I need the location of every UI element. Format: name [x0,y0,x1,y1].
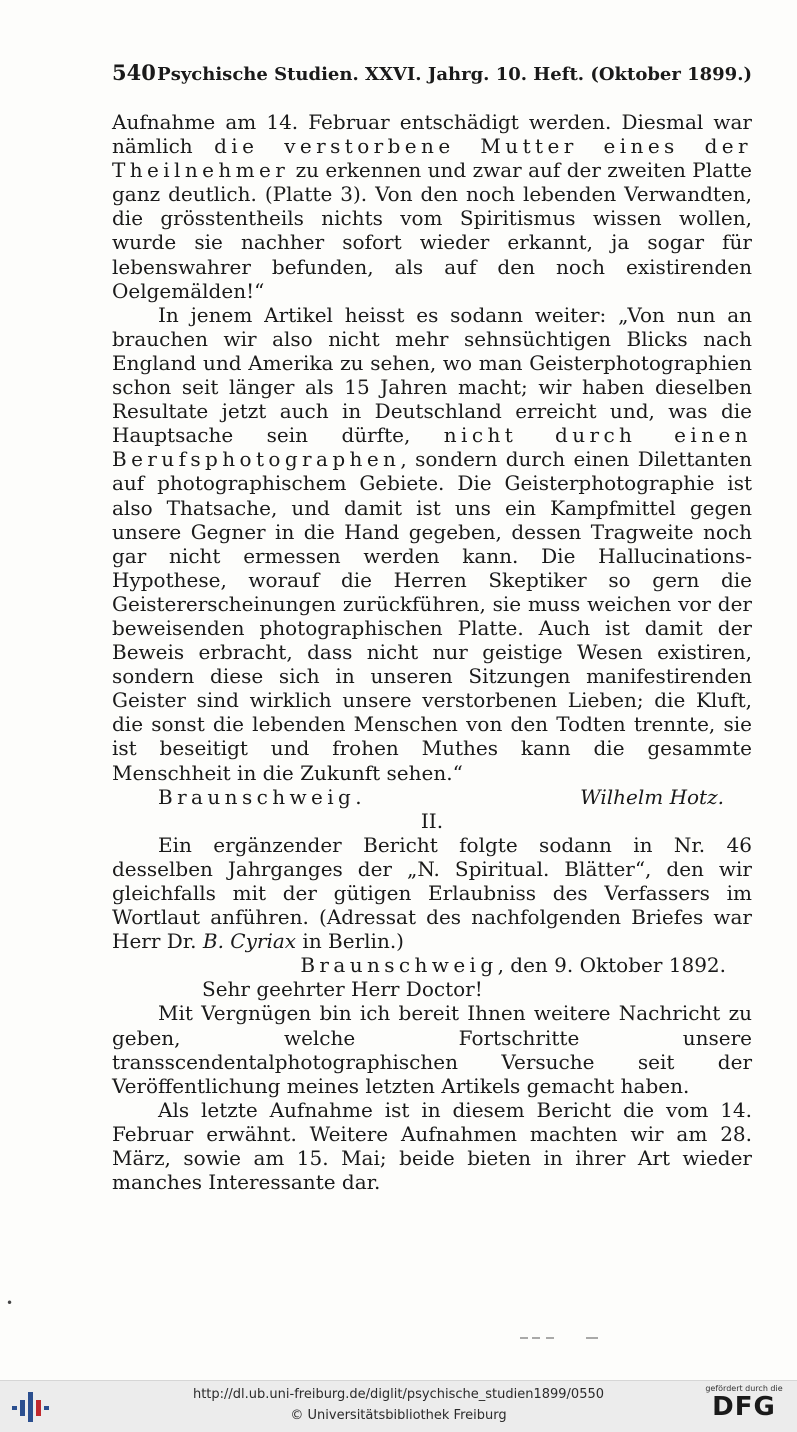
spaced-emphasis-2: nicht durch einen Berufsphotographen [112,423,752,472]
paragraph-3 [112,833,752,953]
paragraph-1-text-c: zu erkennen und zwar auf der zweiten Platte ganz deutlich. (Platte 3). Von den noch lebenden Verwandten, die grösstentheils nichts vom Spiritismus wissen wollen, wurde sie nachher sofort wieder erkannt, ja sogar für lebenswahrer befunden, als auf den noch existirenden Oelgemälden!“ [112,158,752,303]
paragraph-2-text-c: , sondern durch einen Dilettanten auf photographischem Gebiete. Die Geisterphotographie ist also Thatsache, und damit ist uns ein Kampfmittel gegen unsere Gegner in die Hand gegeben, dessen Tragweite noch gar nicht ermessen werden kann. Die Hallucinations-Hypothese, worauf die Herren Skeptiker so gern die Geistererscheinungen zurückführen, sie muss weichen vor der beweisenden photographischen Platte. Auch ist damit der Beweis erbracht, dass nicht nur geistige Wesen existiren, sondern diese sich in unseren Sitzungen manifestirenden Geister sind wirklich unsere verstorbenen Lieben; die Kluft, die sonst die lebenden Menschen von den Todten trennte, sie ist beseitigt und frohen Muthes kann die gesammte Menschheit in die Zukunft sehen.“ [112,447,752,785]
scan-dash-marks [520,1335,600,1341]
dfg-sponsor-logo[interactable] [701,1384,787,1429]
scan-speck: • [6,1296,14,1310]
copyright-text: © Universitätsbibliothek Freiburg [290,1408,507,1423]
dfg-logo-text: DFG [712,1392,776,1422]
spaced-emphasis-1: die verstorbene Mutter eines der Theilnehmer [112,134,752,183]
paragraph-2-text-a: In jenem Artikel heisst es sodann weiter: „Von nun an brauchen wir also nicht mehr sehnsüchtigen Blicks nach England und Amerika zu sehen, wo man Geisterphotographien schon seit länger als 15 Jahren macht; wir haben dieselben Resultate jetzt auch in Deutschland erreicht und, was die Hauptsache sein dürfte, [112,302,752,448]
dateline-place: Braunschweig [300,953,498,978]
signature-name: Wilhelm Hotz. [580,784,724,809]
body-text [112,110,752,1194]
section-heading: II. [420,808,444,833]
paragraph-5: Als letzte Aufnahme ist in diesem Bericht die vom 14. Februar erwähnt. Weitere Aufnahmen machten wir am 28. März, sowie am 15. Mai; beide bieten in ihrer Art wieder manches Interessante dar. [112,1097,752,1195]
paragraph-1-text-a: Aufnahme am 14. Februar entschädigt werden. Diesmal war nämlich [112,110,752,159]
paragraph-4: Mit Vergnügen bin ich bereit Ihnen weitere Nachricht zu geben, welche Fortschritte unsere transscendentalphotographischen Versuche seit der Veröffentlichung meines letzten Artikels gemacht haben. [112,1001,752,1098]
page-number: 540 [112,60,156,85]
addressee-name: B. Cyriax [202,929,297,954]
signature-line [112,785,752,809]
dateline-date: , den 9. Oktober 1892. [497,953,726,978]
paragraph-2 [112,303,752,785]
running-header [112,60,752,85]
paragraph-3-text-b: in Berlin.) [296,929,404,954]
signature-place: Braunschweig. [158,784,367,809]
letter-salutation: Sehr geehrter Herr Doctor! [202,977,483,1002]
paragraph-3-text-a: Ein ergänzender Bericht folgte sodann in Nr. 46 desselben Jahrganges der „N. Spiritual. Blätter“, den wir gleichfalls mit der gütigen Erlaubniss des Verfassers im Wortlaut anführen. (Adressat des nachfolgenden Briefes war Herr Dr. [112,832,752,954]
viewer-footer [0,1380,797,1432]
letter-dateline [112,953,752,977]
running-title: Psychische Studien. XXVI. Jahrg. 10. Heft. (Oktober 1899.) [157,64,752,85]
sponsor-note: gefördert durch die [705,1384,783,1393]
page-url-link[interactable]: http://dl.ub.uni-freiburg.de/diglit/psychische_studien1899/0550 [192,1387,605,1402]
paragraph-1 [112,110,752,303]
